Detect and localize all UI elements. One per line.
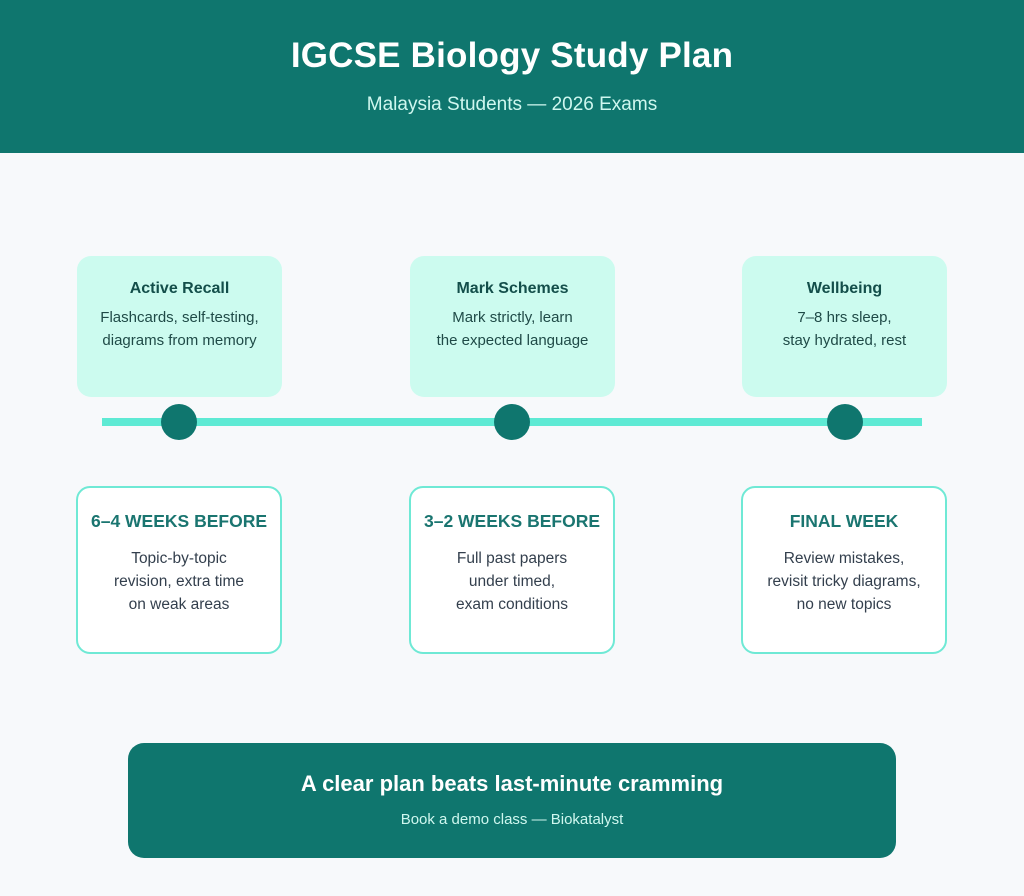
phase-text-line: revisit tricky diagrams,	[767, 573, 921, 590]
phase-text-line: Topic-by-topic	[131, 550, 227, 567]
phase-text-line: exam conditions	[455, 596, 568, 613]
timeline-node	[827, 404, 863, 440]
header-banner	[0, 0, 1024, 153]
phase-text-line: no new topics	[796, 596, 892, 613]
tip-title: Mark Schemes	[456, 280, 569, 297]
phase-text-line: under timed,	[468, 573, 556, 590]
phase-title: 6–4 WEEKS BEFORE	[90, 511, 268, 531]
tip-card-active-recall	[77, 256, 282, 397]
phase-text-line: revision, extra time	[113, 573, 245, 590]
tip-title: Active Recall	[129, 280, 230, 297]
tip-card-wellbeing	[742, 256, 947, 397]
tip-text-line: diagrams from memory	[102, 332, 257, 349]
tip-text-line: stay hydrated, rest	[782, 332, 907, 349]
timeline-node	[494, 404, 530, 440]
phase-card-3-2-weeks	[409, 486, 615, 654]
phase-text-line: Full past papers	[456, 550, 568, 567]
phase-text-line: on weak areas	[128, 596, 230, 613]
cta-subtitle: Book a demo class — Biokatalyst	[400, 811, 624, 828]
phase-title: 3–2 WEEKS BEFORE	[423, 511, 601, 531]
tip-text-line: Flashcards, self-testing,	[100, 309, 259, 326]
phase-text-line: Review mistakes,	[783, 550, 905, 567]
tip-card-mark-schemes	[410, 256, 615, 397]
phase-card-final-week	[741, 486, 947, 654]
timeline-node	[161, 404, 197, 440]
tip-text-line: Mark strictly, learn	[452, 309, 573, 326]
tip-title: Wellbeing	[806, 280, 883, 297]
phase-title: FINAL WEEK	[789, 511, 899, 531]
page-title: IGCSE Biology Study Plan	[290, 36, 734, 75]
cta-banner[interactable]	[128, 743, 896, 858]
tip-text-line: the expected language	[436, 332, 589, 349]
page-subtitle: Malaysia Students — 2026 Exams	[366, 94, 658, 115]
phase-card-6-4-weeks	[76, 486, 282, 654]
cta-title: A clear plan beats last-minute cramming	[300, 771, 724, 796]
tip-text-line: 7–8 hrs sleep,	[797, 309, 892, 326]
